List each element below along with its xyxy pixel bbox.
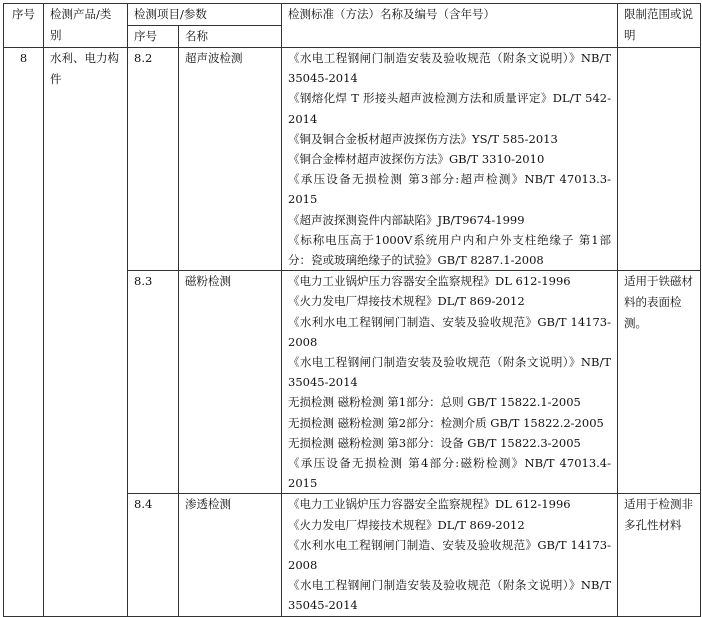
standard-line: 《承压设备无损检测 第3部分:超声检测》NB/T 47013.3-2015 bbox=[288, 172, 611, 207]
standard-line: 《火力发电厂焊接技术规程》DL/T 869-2012 bbox=[288, 517, 525, 532]
standards-cell bbox=[282, 494, 618, 617]
standard-line: 《水电工程钢闸门制造安装及验收规范（附条文说明）》NB/T 35045-2014 bbox=[288, 51, 611, 86]
item-row-8-2 bbox=[4, 48, 701, 271]
header-item-group: 检测项目/参数 bbox=[128, 4, 282, 26]
standard-line: 《水电工程钢闸门制造安装及验收规范（附条文说明）》NB/T 35045-2014 bbox=[288, 578, 611, 613]
item-seq: 8.2 bbox=[128, 48, 179, 271]
header-seq: 序号 bbox=[4, 4, 44, 48]
standard-line: 《水利水电工程钢闸门制造、安装及验收规范》GB/T 14173-2008 bbox=[288, 537, 611, 573]
item-seq: 8.4 bbox=[128, 494, 179, 617]
inspection-standards-table bbox=[3, 3, 701, 617]
row-seq: 8 bbox=[4, 48, 44, 617]
standard-line: 《电力工业锅炉压力容器安全监察规程》DL 612-1996 bbox=[288, 274, 571, 289]
standard-line: 《铜合金棒材超声波探伤方法》GB/T 3310-2010 bbox=[288, 152, 545, 167]
scope-note: 适用于铁磁材料的表面检测。 bbox=[618, 271, 701, 494]
standard-line: 无损检测 磁粉检测 第1部分：总则 GB/T 15822.1-2005 bbox=[288, 395, 581, 410]
item-seq: 8.3 bbox=[128, 271, 179, 494]
standard-line: 《钢熔化焊 T 形接头超声波检测方法和质量评定》DL/T 542-2014 bbox=[288, 91, 611, 126]
standard-line: 无损检测 磁粉检测 第2部分：检测介质 GB/T 15822.2-2005 bbox=[288, 415, 604, 430]
item-name: 磁粉检测 bbox=[179, 271, 282, 494]
standards-cell bbox=[282, 271, 618, 494]
header-item-name: 名称 bbox=[179, 26, 282, 48]
scope-note: 适用于检测非多孔性材料 bbox=[618, 494, 701, 617]
standard-line: 《火力发电厂焊接技术规程》DL/T 869-2012 bbox=[288, 294, 525, 309]
scope-note bbox=[618, 48, 701, 271]
standards-cell bbox=[282, 48, 618, 271]
standard-line: 《水利水电工程钢闸门制造、安装及验收规范》GB/T 14173-2008 bbox=[288, 314, 611, 349]
standard-line: 《电力工业锅炉压力容器安全监察规程》DL 612-1996 bbox=[288, 497, 571, 512]
row-category: 水利、电力构件 bbox=[44, 48, 128, 617]
standard-line: 《承压设备无损检测 第4部分:磁粉检测》NB/T 47013.4-2015 bbox=[288, 456, 611, 491]
standard-line: 《标称电压高于1000V系统用户内和户外支柱绝缘子 第1部分：瓷或玻璃绝缘子的试验》GB/T 8287.1-2008 bbox=[288, 232, 611, 268]
header-item-seq: 序号 bbox=[128, 26, 179, 48]
standard-line: 无损检测 磁粉检测 第3部分：设备 GB/T 15822.3-2005 bbox=[288, 435, 581, 450]
item-name: 超声波检测 bbox=[179, 48, 282, 271]
header-scope: 限制范围或说明 bbox=[618, 4, 701, 48]
header-row-top bbox=[4, 4, 701, 26]
header-category: 检测产品/类别 bbox=[44, 4, 128, 48]
standard-line: 《铜及铜合金板材超声波探伤方法》YS/T 585-2013 bbox=[288, 131, 558, 146]
item-name: 渗透检测 bbox=[179, 494, 282, 617]
standard-line: 《水电工程钢闸门制造安装及验收规范（附条文说明）》NB/T 35045-2014 bbox=[288, 355, 611, 390]
header-standard: 检测标准（方法）名称及编号（含年号） bbox=[282, 4, 618, 48]
standard-line: 《超声波探测瓷件内部缺陷》JB/T9674-1999 bbox=[288, 212, 525, 227]
